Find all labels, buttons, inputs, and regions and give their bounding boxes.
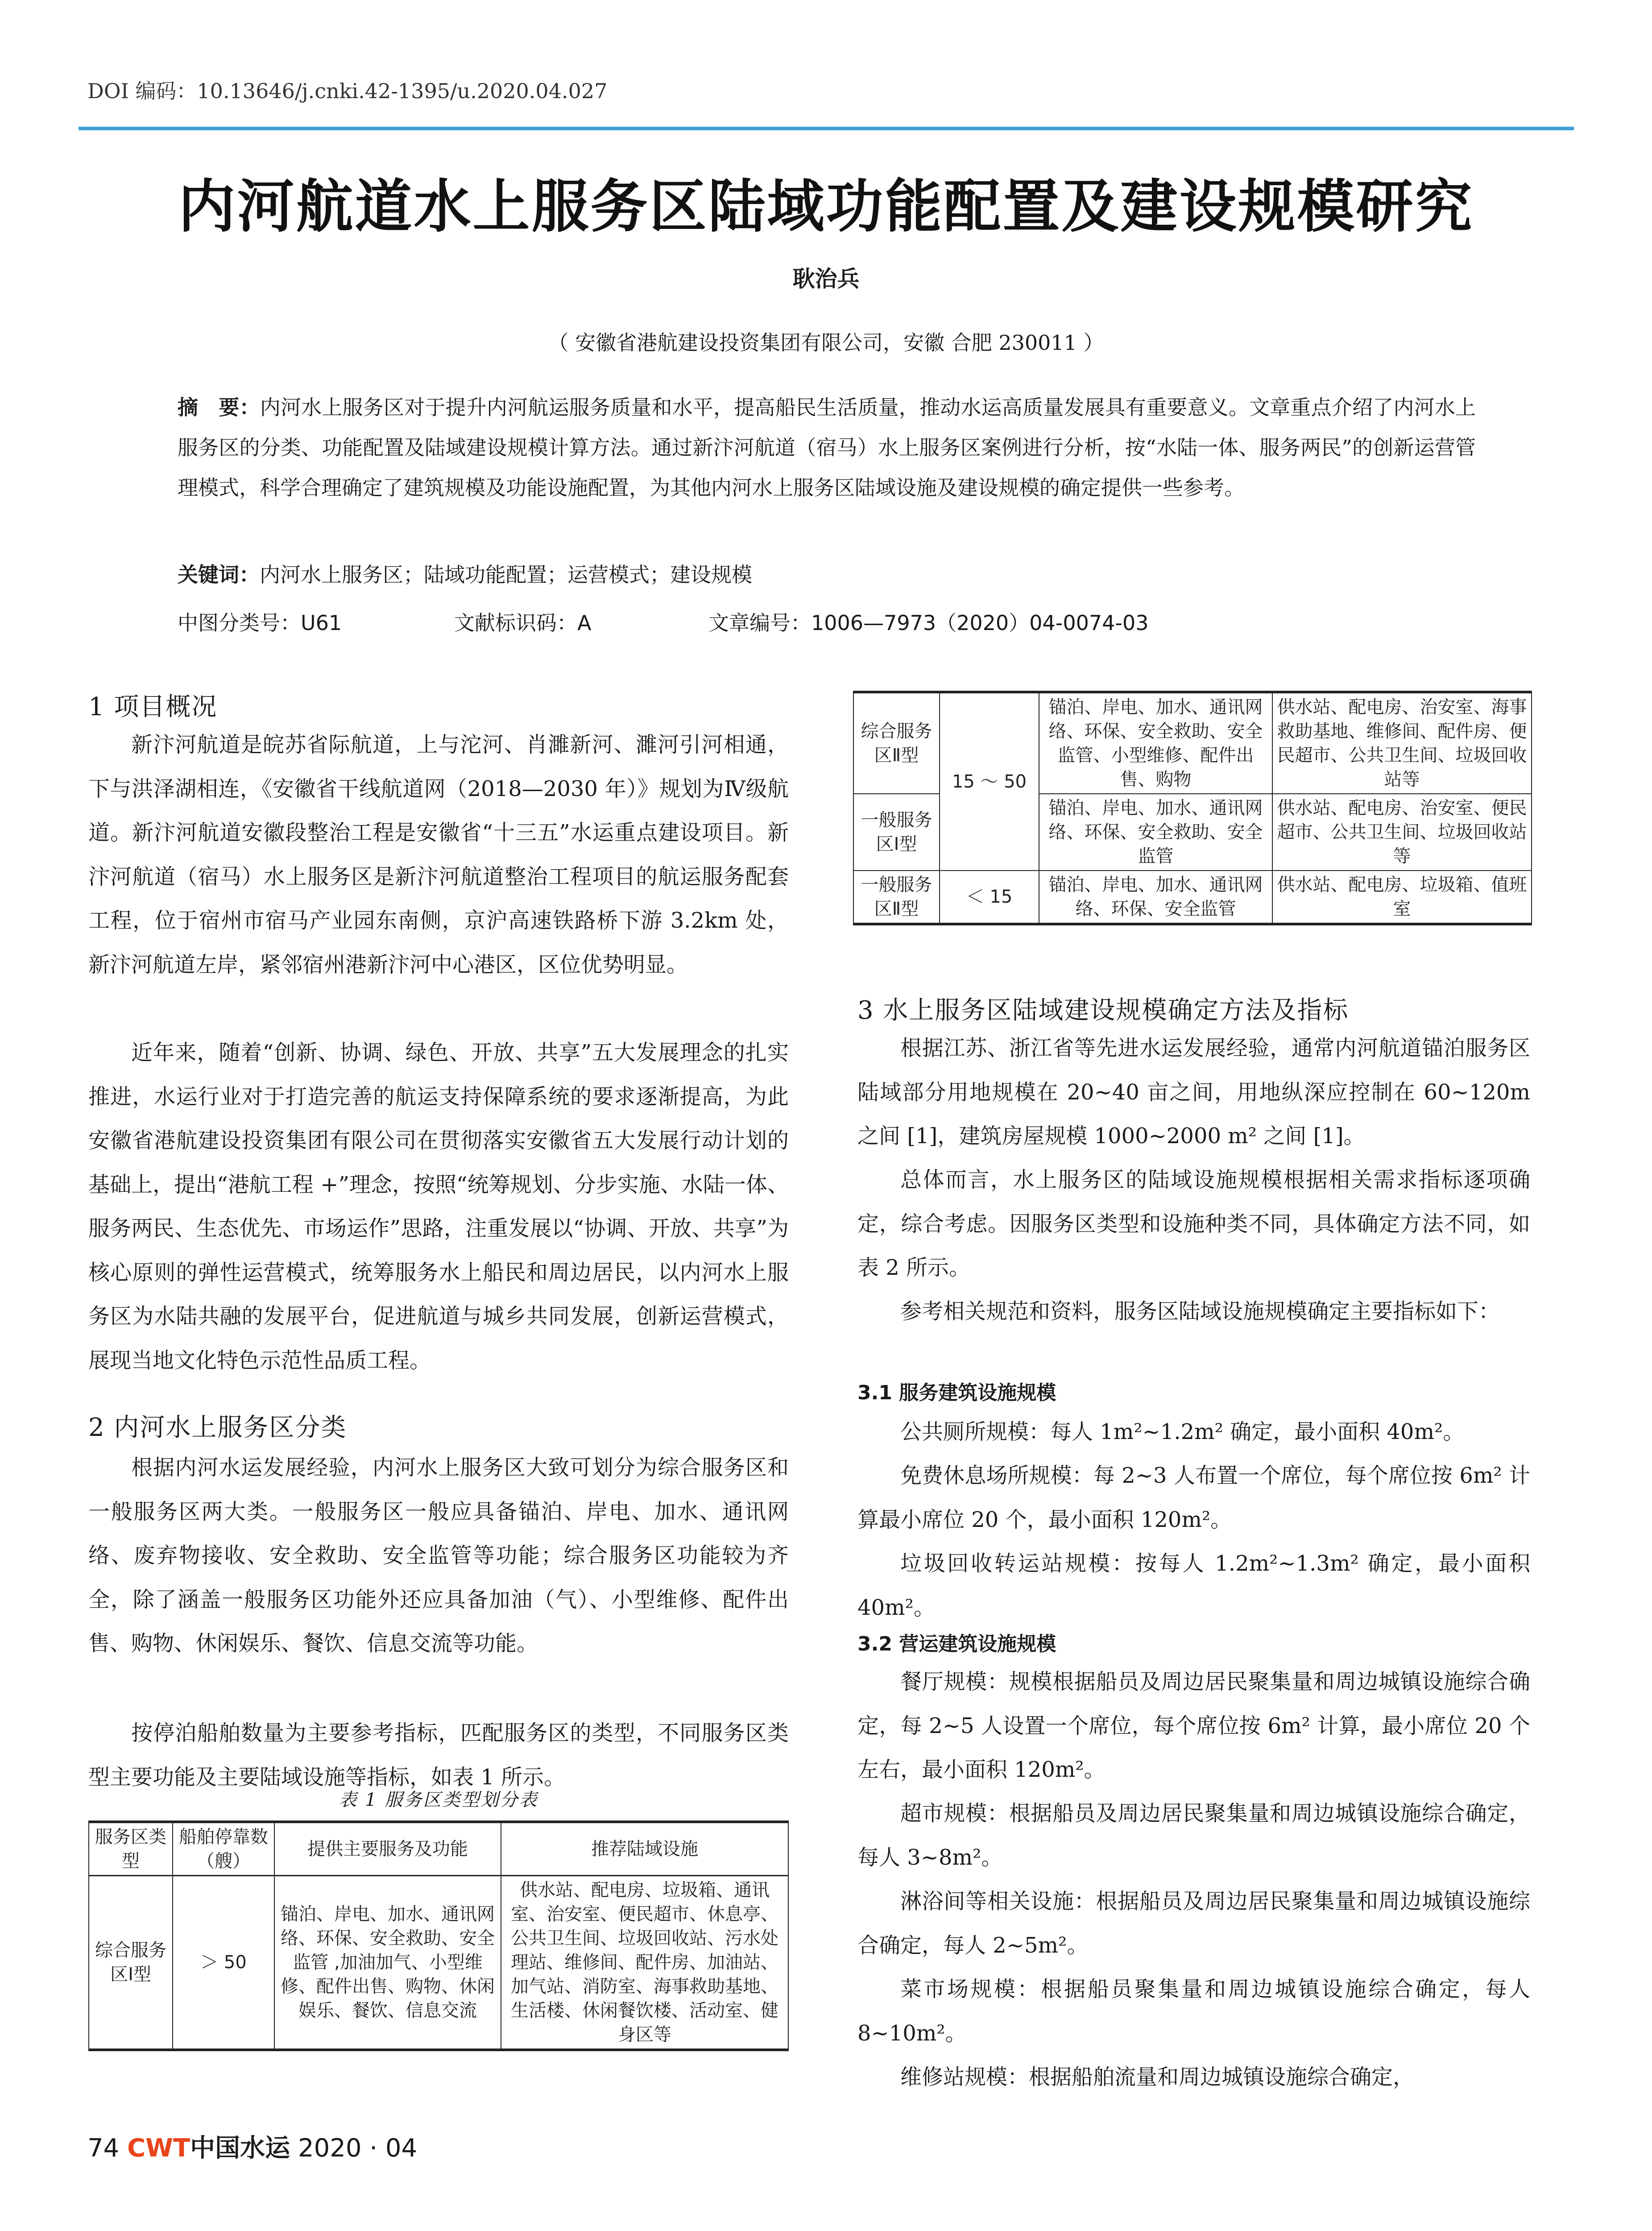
article-number: 文章编号：1006—7973（2020）04-0074-03 [708,611,1149,635]
journal-issue: 2020 · 04 [298,2134,418,2163]
table-cell: 综合服务区Ⅱ型 [853,692,940,794]
table-cell: 一般服务区Ⅱ型 [853,871,940,924]
table-cell: 供水站、配电房、治安室、便民超市、公共卫生间、垃圾回收站等 [1272,794,1532,871]
section-1-para-1: 新汴河航道是皖苏省际航道，上与沱河、肖濉新河、濉河引河相通，下与洪泽湖相连，《安徽省干线航道网（2018—2030 年）》规划为Ⅳ级航道。新汴河航道安徽段整治工程是安徽省“十三五”水运重点建设项目。新汴河航道（宿马）水上服务区是新汴河航道整治工程项目的航运服务配套工程，位于宿州市宿马产业园东南侧，京沪高速铁路桥下游 3.2km 处，新汴河航道左岸，紧邻宿州港新汴河中心港区，区位优势明显。 [88,732,789,977]
section-3-heading: 3 水上服务区陆域建设规模确定方法及指标 [857,996,1349,1025]
section-2-heading: 2 内河水上服务区分类 [88,1413,347,1442]
affiliation: （ 安徽省港航建设投资集团有限公司，安徽 合肥 230011 ） [548,331,1104,355]
subsection-3-1-para-1: 公共厕所规模：每人 1m²~1.2m² 确定，最小面积 40m²。 [900,1419,1465,1444]
table-cell: 锚泊、岸电、加水、通讯网络、环保、安全救助、安全监管 [1039,794,1272,871]
table-header-cell: 推荐陆域设施 [501,1822,788,1876]
table-cell: ＞ 50 [173,1876,274,2050]
section-2-para-2: 按停泊船舶数量为主要参考指标，匹配服务区的类型，不同服务区类型主要功能及主要陆域设施等指标，如表 1 所示。 [88,1721,789,1790]
table-cell: 供水站、配电房、垃圾箱、值班室 [1272,871,1532,924]
subsection-3-2-para-3: 淋浴间等相关设施：根据船员及周边居民聚集量和周边城镇设施综合确定，每人 2~5m²。 [857,1889,1530,1958]
table-header-cell: 服务区类型 [89,1822,173,1876]
journal-name: 中国水运 [190,2133,290,2163]
table-cell: 锚泊、岸电、加水、通讯网络、环保、安全救助、安全监管 ,加油加气、小型维修、配件出售、购物、休闲娱乐、餐饮、信息交流 [274,1876,501,2050]
table-row [853,692,1532,794]
clc-number: 中图分类号：U61 [178,611,342,635]
table-header-cell: 船舶停靠数（艘） [173,1822,274,1876]
section-1-para-2: 近年来，随着“创新、协调、绿色、开放、共享”五大发展理念的扎实推进，水运行业对于打造完善的航运支持保障系统的要求逐渐提高，为此安徽省港航建设投资集团有限公司在贯彻落实安徽省五大发展行动计划的基础上，提出“港航工程 +”理念，按照“统筹规划、分步实施、水陆一体、服务两民、生态优先、市场运作”思路，注重发展以“协调、开放、共享”为核心原则的弹性运营模式，统筹服务水上船民和周边居民，以内河水上服务区为水陆共融的发展平台，促进航道与城乡共同发展，创新运营模式，展现当地文化特色示范性品质工程。 [88,1040,789,1373]
table-1-continued [853,691,1532,925]
table-1 [88,1820,789,2051]
table-cell: ＜ 15 [940,871,1039,924]
subsection-3-2-heading: 3.2 营运建筑设施规模 [857,1633,1056,1655]
table-header-cell: 提供主要服务及功能 [274,1822,501,1876]
table-row [853,871,1532,924]
section-2-para-1: 根据内河水运发展经验，内河水上服务区大致可划分为综合服务区和一般服务区两大类。一般服务区一般应具备锚泊、岸电、加水、通讯网络、废弃物接收、安全救助、安全监管等功能；综合服务区功能较为齐全，除了涵盖一般服务区功能外还应具备加油（气）、小型维修、配件出售、购物、休闲娱乐、餐饮、信息交流等功能。 [88,1455,789,1656]
paper-title: 内河航道水上服务区陆域功能配置及建设规模研究 [178,173,1474,240]
section-3-para-3: 参考相关规范和资料，服务区陆域设施规模确定主要指标如下： [900,1299,1500,1324]
table-cell: 锚泊、岸电、加水、通讯网络、环保、安全监管 [1039,871,1272,924]
header-rule [79,127,1574,130]
subsection-3-1-heading: 3.1 服务建筑设施规模 [857,1381,1056,1404]
abstract [178,387,1476,508]
section-3-para-2: 总体而言，水上服务区的陆域设施规模根据相关需求指标逐项确定，综合考虑。因服务区类型和设施种类不同，具体确定方法不同，如表 2 所示。 [857,1167,1530,1280]
page-footer [87,2128,417,2164]
subsection-3-1-para-3: 垃圾回收转运站规模：按每人 1.2m²~1.3m² 确定，最小面积 40m²。 [857,1551,1530,1620]
table-cell: 综合服务区Ⅰ型 [89,1876,173,2050]
table-header-row [89,1822,788,1876]
abstract-text: 内河水上服务区对于提升内河航运服务质量和水平，提高船民生活质量，推动水运高质量发展具有重要意义。文章重点介绍了内河水上服务区的分类、功能配置及陆域建设规模计算方法。通过新汴河航道（宿马）水上服务区案例进行分析，按“水陆一体、服务两民”的创新运营管理模式，科学合理确定了建筑规模及功能设施配置，为其他内河水上服务区陆域设施及建设规模的确定提供一些参考。 [178,395,1476,500]
table-1-caption: 表 1 服务区类型划分表 [339,1790,538,1810]
keywords-text: 内河水上服务区；陆域功能配置；运营模式；建设规模 [260,563,752,587]
author: 耿治兵 [792,266,860,292]
table-cell: 锚泊、岸电、加水、通讯网络、环保、安全救助、安全监管、小型维修、配件出售、购物 [1039,692,1272,794]
table-row [89,1876,788,2050]
subsection-3-2-para-5: 维修站规模：根据船舶流量和周边城镇设施综合确定， [900,2065,1415,2090]
table-cell: 供水站、配电房、垃圾箱、通讯室、治安室、便民超市、休息亭、公共卫生间、垃圾回收站、污水处理站、维修间、配件房、加油站、加气站、消防室、海事救助基地、生活楼、休闲餐饮楼、活动室、健身区等 [501,1876,788,2050]
doi-line: DOI 编码：10.13646/j.cnki.42-1395/u.2020.04.027 [87,79,608,103]
table-cell: 供水站、配电房、治安室、海事救助基地、维修间、配件房、便民超市、公共卫生间、垃圾回收站等 [1272,692,1532,794]
keywords [178,559,1471,588]
table-cell: 一般服务区Ⅰ型 [853,794,940,871]
section-1-heading: 1 项目概况 [88,693,218,722]
section-3-para-1: 根据江苏、浙江省等先进水运发展经验，通常内河航道锚泊服务区陆域部分用地规模在 20~40 亩之间，用地纵深应控制在 60~120m 之间 [1]，建筑房屋规模 1000~2000 m² 之间 [1]。 [857,1036,1530,1149]
table-cell: 15 ～ 50 [940,692,1039,871]
document-code: 文献标识码：A [454,611,592,635]
subsection-3-2-para-4: 菜市场规模：根据船员聚集量和周边城镇设施综合确定，每人 8~10m²。 [857,1977,1530,2046]
abstract-label: 摘 要： [178,395,260,419]
subsection-3-2-para-2: 超市规模：根据船员及周边居民聚集量和周边城镇设施综合确定，每人 3~8m²。 [857,1801,1530,1870]
journal-logo-cwt: CWT [127,2134,190,2163]
page-number: 74 [87,2134,120,2163]
subsection-3-1-para-2: 免费休息场所规模：每 2~3 人布置一个席位，每个席位按 6m² 计算最小席位 20 个，最小面积 120m²。 [857,1463,1530,1532]
subsection-3-2-para-1: 餐厅规模：规模根据船员及周边居民聚集量和周边城镇设施综合确定，每 2~5 人设置一个席位，每个席位按 6m² 计算，最小席位 20 个左右，最小面积 120m²。 [857,1669,1530,1782]
keywords-label: 关键词： [178,563,260,587]
